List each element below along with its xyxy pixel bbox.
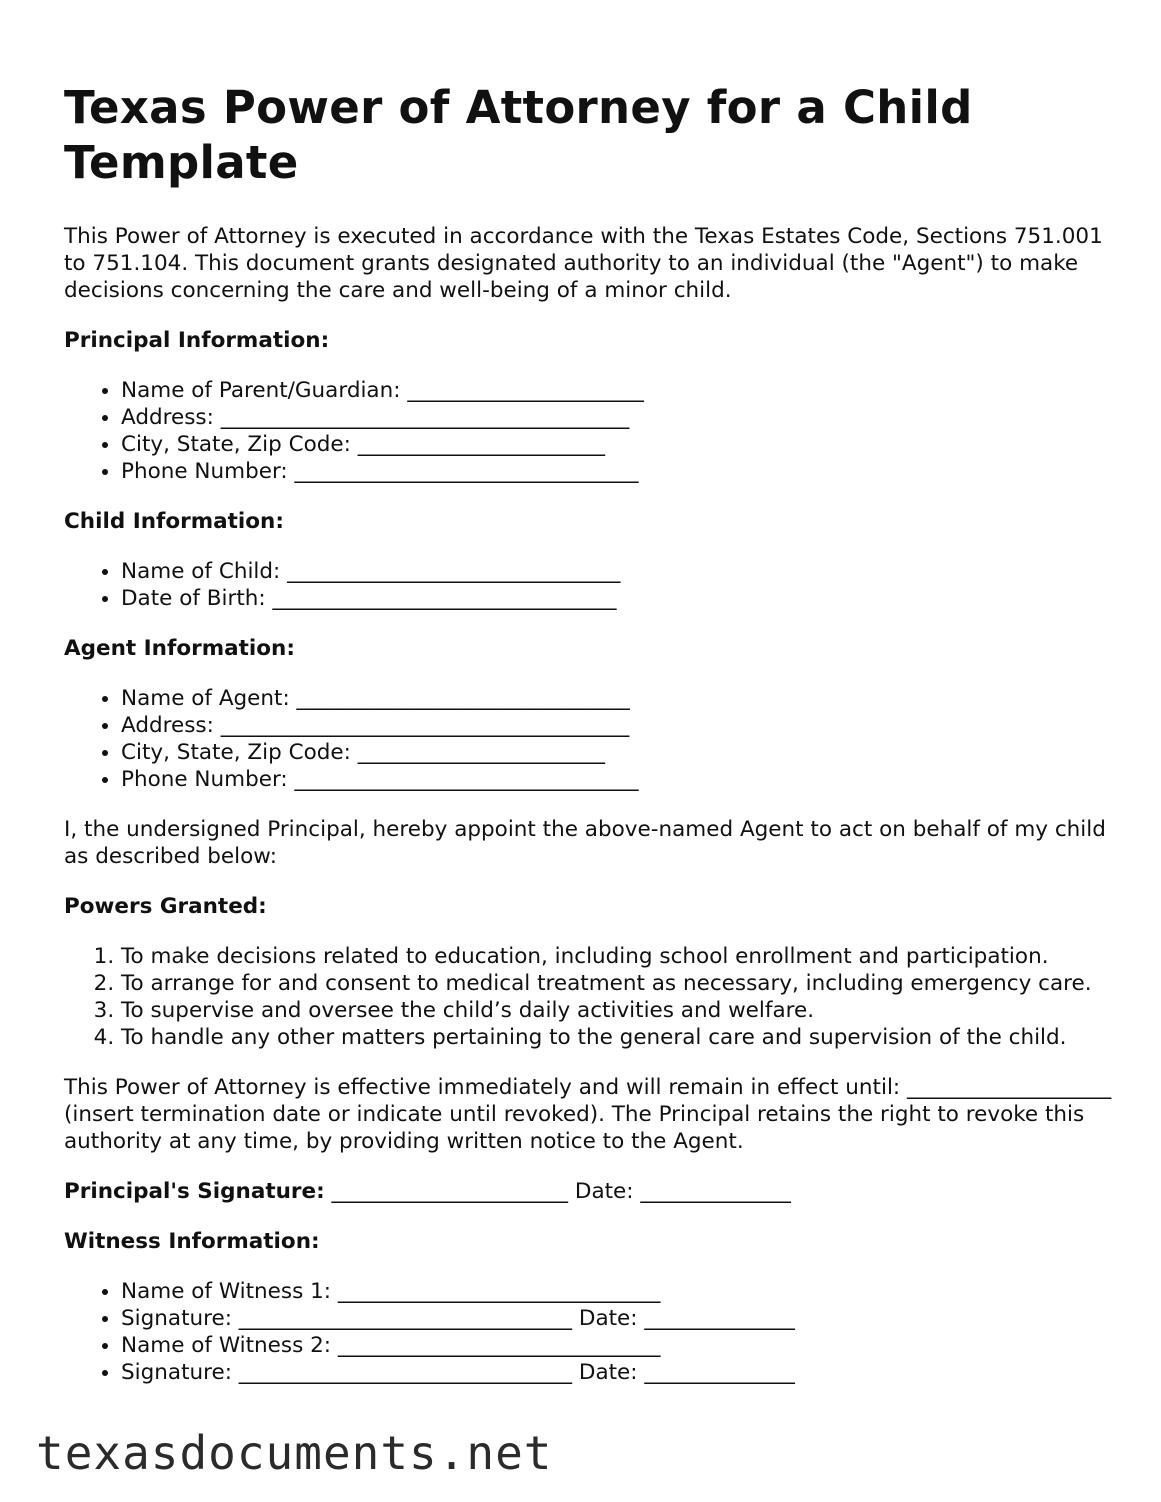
witness-list xyxy=(64,1278,1114,1386)
principal-name-item: • Name of Parent/Guardian: ______________________ xyxy=(121,377,1114,404)
principal-signature-label: Principal's Signature: xyxy=(64,1179,325,1204)
powers-list xyxy=(64,943,1114,1051)
watermark: texasdocuments.net xyxy=(36,1426,553,1480)
document-page xyxy=(64,80,1114,1386)
power-item-supervision: 3. To supervise and oversee the child’s daily activities and welfare. xyxy=(121,997,1114,1024)
witness-heading: Witness Information: xyxy=(64,1229,320,1254)
child-name-item: • Name of Child: _______________________________ xyxy=(121,558,1114,585)
agent-heading: Agent Information: xyxy=(64,636,295,661)
principal-signature-fields: ______________________ Date: ______________ xyxy=(324,1179,791,1204)
child-dob-item: • Date of Birth: ________________________________ xyxy=(121,585,1114,612)
child-list xyxy=(64,558,1114,612)
principal-list xyxy=(64,377,1114,485)
effective-paragraph: This Power of Attorney is effective immediately and will remain in effect until: ___________________ (insert termination date or indicate until revoked). The Principal retains the right to revoke this authority at any time, by providing written notice to the Agent. xyxy=(64,1075,1112,1154)
agent-list xyxy=(64,685,1114,793)
agent-name-item: • Name of Agent: _______________________________ xyxy=(121,685,1114,712)
power-item-medical: 2. To arrange for and consent to medical treatment as necessary, including emergency care. xyxy=(121,970,1114,997)
powers-heading: Powers Granted: xyxy=(64,894,267,919)
intro-paragraph: This Power of Attorney is executed in accordance with the Texas Estates Code, Sections 751.001 to 751.104. This document grants designated authority to an individual (the "Agent") to make decisions concerning the care and well-being of a minor child. xyxy=(64,224,1103,303)
witness-1-signature-item: • Signature: _______________________________ Date: ______________ xyxy=(121,1305,1114,1332)
power-item-education: 1. To make decisions related to education, including school enrollment and participation. xyxy=(121,943,1114,970)
principal-heading: Principal Information: xyxy=(64,328,330,353)
witness-1-name-item: • Name of Witness 1: ______________________________ xyxy=(121,1278,1114,1305)
appointment-paragraph: I, the undersigned Principal, hereby appoint the above-named Agent to act on behalf of my child as described below: xyxy=(64,817,1106,869)
witness-2-name-item: • Name of Witness 2: ______________________________ xyxy=(121,1332,1114,1359)
agent-address-item: • Address: ______________________________________ xyxy=(121,712,1114,739)
agent-city-item: • City, State, Zip Code: _______________________ xyxy=(121,739,1114,766)
agent-phone-item: • Phone Number: ________________________________ xyxy=(121,766,1114,793)
principal-phone-item: • Phone Number: ________________________________ xyxy=(121,458,1114,485)
witness-2-signature-item: • Signature: _______________________________ Date: ______________ xyxy=(121,1359,1114,1386)
principal-city-item: • City, State, Zip Code: _______________________ xyxy=(121,431,1114,458)
power-item-general-care: 4. To handle any other matters pertaining to the general care and supervision of the child. xyxy=(121,1024,1114,1051)
principal-address-item: • Address: ______________________________________ xyxy=(121,404,1114,431)
child-heading: Child Information: xyxy=(64,509,284,534)
document-title: Texas Power of Attorney for a Child Template xyxy=(64,81,973,189)
principal-signature-line xyxy=(64,1178,1114,1205)
